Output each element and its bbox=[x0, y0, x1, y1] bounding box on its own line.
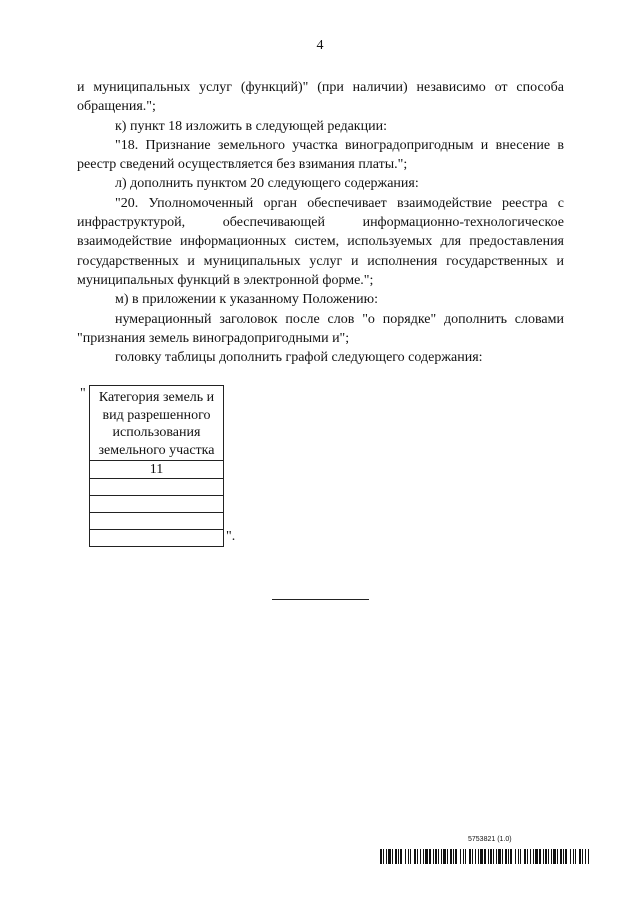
paragraph-6: м) в приложении к указанному Положению: bbox=[115, 292, 378, 308]
paragraph-2: к) пункт 18 изложить в следующей редакции: bbox=[115, 118, 387, 134]
table-cell bbox=[90, 479, 224, 496]
paragraph-1: и муниципальных услуг (функций)" (при наличии) независимо от способа обращения."; bbox=[77, 80, 564, 115]
column-number-cell: 11 bbox=[90, 461, 224, 479]
document-code: 5753821 (1.0) bbox=[468, 836, 512, 843]
table-header-cell: Категория земель и вид разрешенного использования земельного участка bbox=[90, 386, 224, 461]
table-header-row bbox=[90, 386, 224, 461]
paragraph-8: головку таблицы дополнить графой следующего содержания: bbox=[115, 350, 483, 366]
paragraph-7: нумерационный заголовок после слов "о порядке" дополнить словами "признания земель виноградопригодными и"; bbox=[77, 311, 564, 346]
table-cell bbox=[90, 513, 224, 530]
page-number: 4 bbox=[316, 38, 324, 53]
table-row bbox=[90, 513, 224, 530]
end-rule-divider bbox=[272, 599, 369, 600]
column-table bbox=[89, 385, 224, 547]
table-cell bbox=[90, 530, 224, 547]
table-number-row bbox=[90, 461, 224, 479]
table-row bbox=[90, 479, 224, 496]
paragraph-5: "20. Уполномоченный орган обеспечивает взаимодействие реестра с инфраструктурой, обеспечивающей информационно-технологическое взаимодействие информационных систем, используемых для предоставления государственных и муниципальных услуг и исполнения государственных и муниципальных функций в электронной форме."; bbox=[77, 195, 564, 288]
table-row bbox=[90, 530, 224, 547]
table-row bbox=[90, 496, 224, 513]
table-open-quote: " bbox=[80, 386, 86, 401]
paragraph-3: "18. Признание земельного участка виноградопригодным и внесение в реестр сведений осуществляется без взимания платы."; bbox=[77, 137, 564, 173]
table-cell bbox=[90, 496, 224, 513]
table-close-quote: ". bbox=[226, 529, 236, 544]
barcode-icon bbox=[380, 849, 589, 864]
paragraph-4: л) дополнить пунктом 20 следующего содержания: bbox=[115, 176, 419, 192]
document-body bbox=[77, 78, 564, 367]
